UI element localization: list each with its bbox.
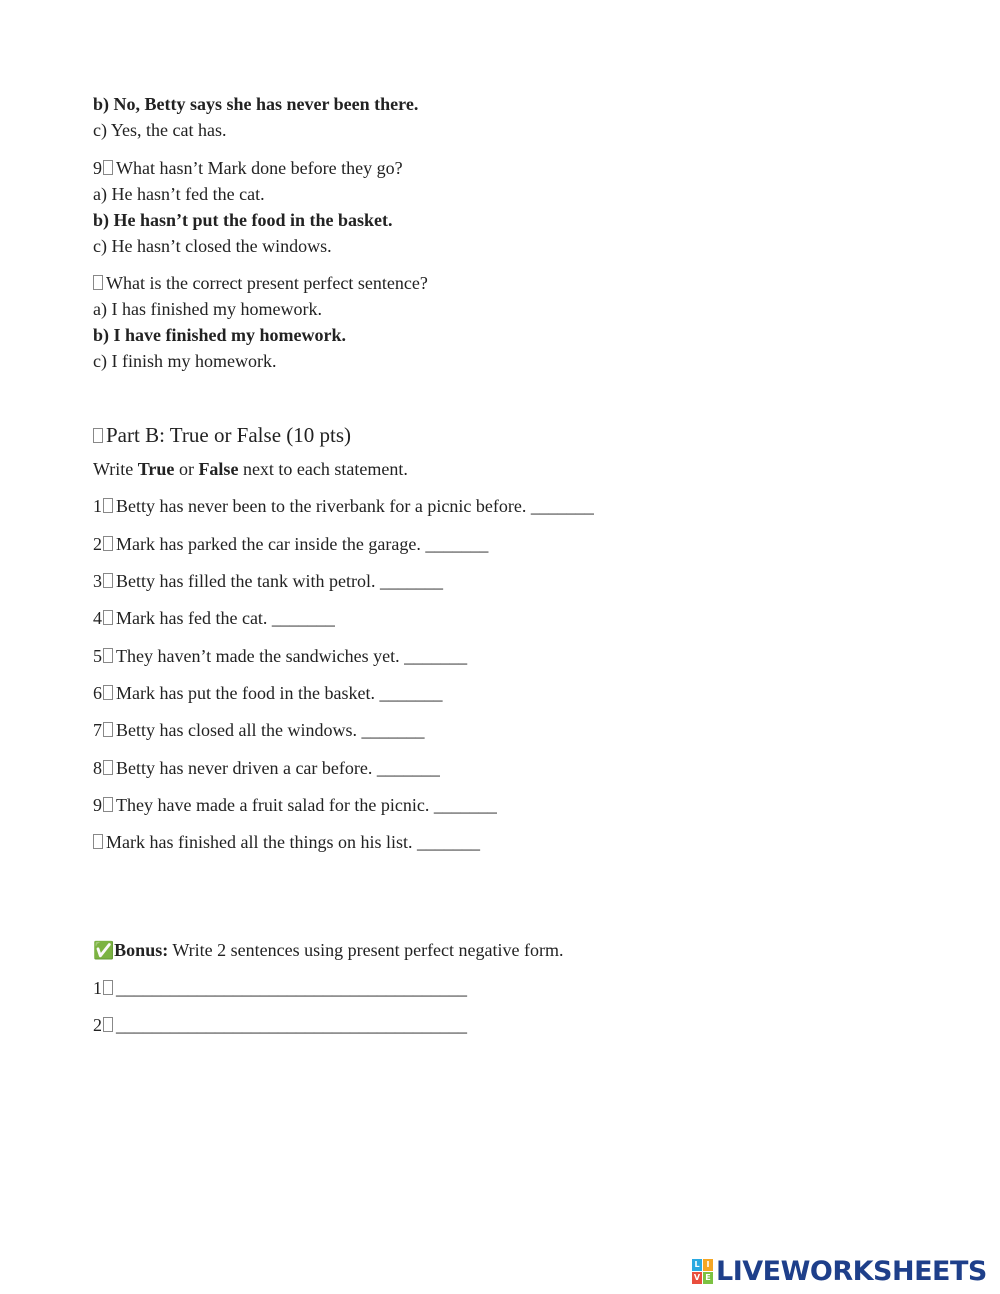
missing-glyph-icon (103, 797, 113, 812)
logo-mark-tile: E (703, 1272, 713, 1284)
missing-glyph-icon (103, 498, 113, 513)
q9-question (93, 157, 403, 179)
q9-option-a: a) He hasn’t fed the cat. (93, 184, 265, 204)
missing-glyph-icon (103, 536, 113, 551)
bonus-answer-line (93, 1014, 467, 1036)
tf-number: 5 (93, 646, 102, 666)
tf-number: 8 (93, 758, 102, 778)
missing-glyph-icon (103, 1017, 113, 1032)
bonus-text: Write 2 sentences using present perfect negative form. (168, 940, 564, 960)
tf-statement[interactable]: Betty has filled the tank with petrol. _______ (116, 571, 443, 591)
q8-option-b: b) No, Betty says she has never been there. (93, 94, 419, 114)
tf-number: 4 (93, 608, 102, 628)
tf-statement[interactable]: Mark has finished all the things on his list. _______ (106, 832, 480, 852)
tf-statement[interactable]: Betty has never driven a car before. _______ (116, 758, 440, 778)
missing-glyph-icon (103, 980, 113, 995)
missing-glyph-icon (103, 648, 113, 663)
missing-glyph-icon (93, 428, 103, 443)
missing-glyph-icon (103, 760, 113, 775)
tf-item (93, 607, 335, 629)
tf-item (93, 645, 467, 667)
missing-glyph-icon (93, 275, 103, 290)
tf-number: 1 (93, 496, 102, 516)
q9-option-b: b) He hasn’t put the food in the basket. (93, 210, 393, 230)
bonus-number: 2 (93, 1015, 102, 1035)
logo-mark-tile: L (692, 1259, 702, 1271)
logo-mark-icon (692, 1259, 713, 1284)
q10-question (93, 272, 428, 294)
logo-text: LIVEWORKSHEETS (716, 1255, 987, 1287)
q10-option-c: c) I finish my homework. (93, 351, 277, 371)
q10-option-b: b) I have finished my homework. (93, 325, 347, 345)
tf-number: 9 (93, 795, 102, 815)
tf-item (93, 831, 480, 853)
tf-statement[interactable]: They haven’t made the sandwiches yet. _______ (116, 646, 468, 666)
q9-question-text: What hasn’t Mark done before they go? (116, 158, 403, 178)
tf-item (93, 682, 442, 704)
missing-glyph-icon (103, 610, 113, 625)
part-b-instructions (93, 458, 408, 480)
tf-number: 3 (93, 571, 102, 591)
tf-statement[interactable]: Mark has parked the car inside the garage. _______ (116, 534, 489, 554)
q9-option-c: c) He hasn’t closed the windows. (93, 236, 332, 256)
tf-item (93, 570, 443, 592)
bonus-blank[interactable]: _______________________________________ (116, 978, 467, 998)
tf-statement[interactable]: Betty has closed all the windows. _______ (116, 720, 425, 740)
bonus-prompt (93, 939, 564, 962)
liveworksheets-logo (692, 1256, 987, 1286)
missing-glyph-icon (103, 573, 113, 588)
missing-glyph-icon (103, 722, 113, 737)
part-b-heading (93, 422, 351, 448)
q8-option-c: c) Yes, the cat has. (93, 120, 227, 140)
instr-false: False (198, 459, 239, 479)
bonus-label: Bonus: (114, 940, 169, 960)
tf-item (93, 719, 424, 741)
logo-mark-tile: I (703, 1259, 713, 1271)
tf-item (93, 533, 488, 555)
missing-glyph-icon (103, 160, 113, 175)
bonus-number: 1 (93, 978, 102, 998)
tf-item (93, 495, 594, 517)
tf-number: 2 (93, 534, 102, 554)
tf-statement[interactable]: Mark has fed the cat. _______ (116, 608, 335, 628)
tf-number: 6 (93, 683, 102, 703)
bonus-blank[interactable]: _______________________________________ (116, 1015, 467, 1035)
tf-statement[interactable]: They have made a fruit salad for the picnic. _______ (116, 795, 497, 815)
q9-number: 9 (93, 158, 102, 178)
tf-item (93, 757, 440, 779)
missing-glyph-icon (103, 685, 113, 700)
tf-item (93, 794, 497, 816)
instr-text: Write (93, 459, 138, 479)
instr-true: True (137, 459, 175, 479)
tf-number: 7 (93, 720, 102, 740)
missing-glyph-icon (93, 834, 103, 849)
part-b-title: Part B: True or False (10 pts) (106, 423, 352, 447)
logo-mark-tile: V (693, 1272, 701, 1282)
tf-statement[interactable]: Mark has put the food in the basket. _______ (116, 683, 443, 703)
instr-or: or (174, 459, 199, 479)
q10-option-a: a) I has finished my homework. (93, 299, 322, 319)
instr-text-end: next to each statement. (238, 459, 408, 479)
check-mark-icon: ✅ (93, 941, 115, 961)
q10-question-text: What is the correct present perfect sentence? (106, 273, 428, 293)
bonus-answer-line (93, 977, 467, 999)
tf-statement[interactable]: Betty has never been to the riverbank for a picnic before. _______ (116, 496, 594, 516)
